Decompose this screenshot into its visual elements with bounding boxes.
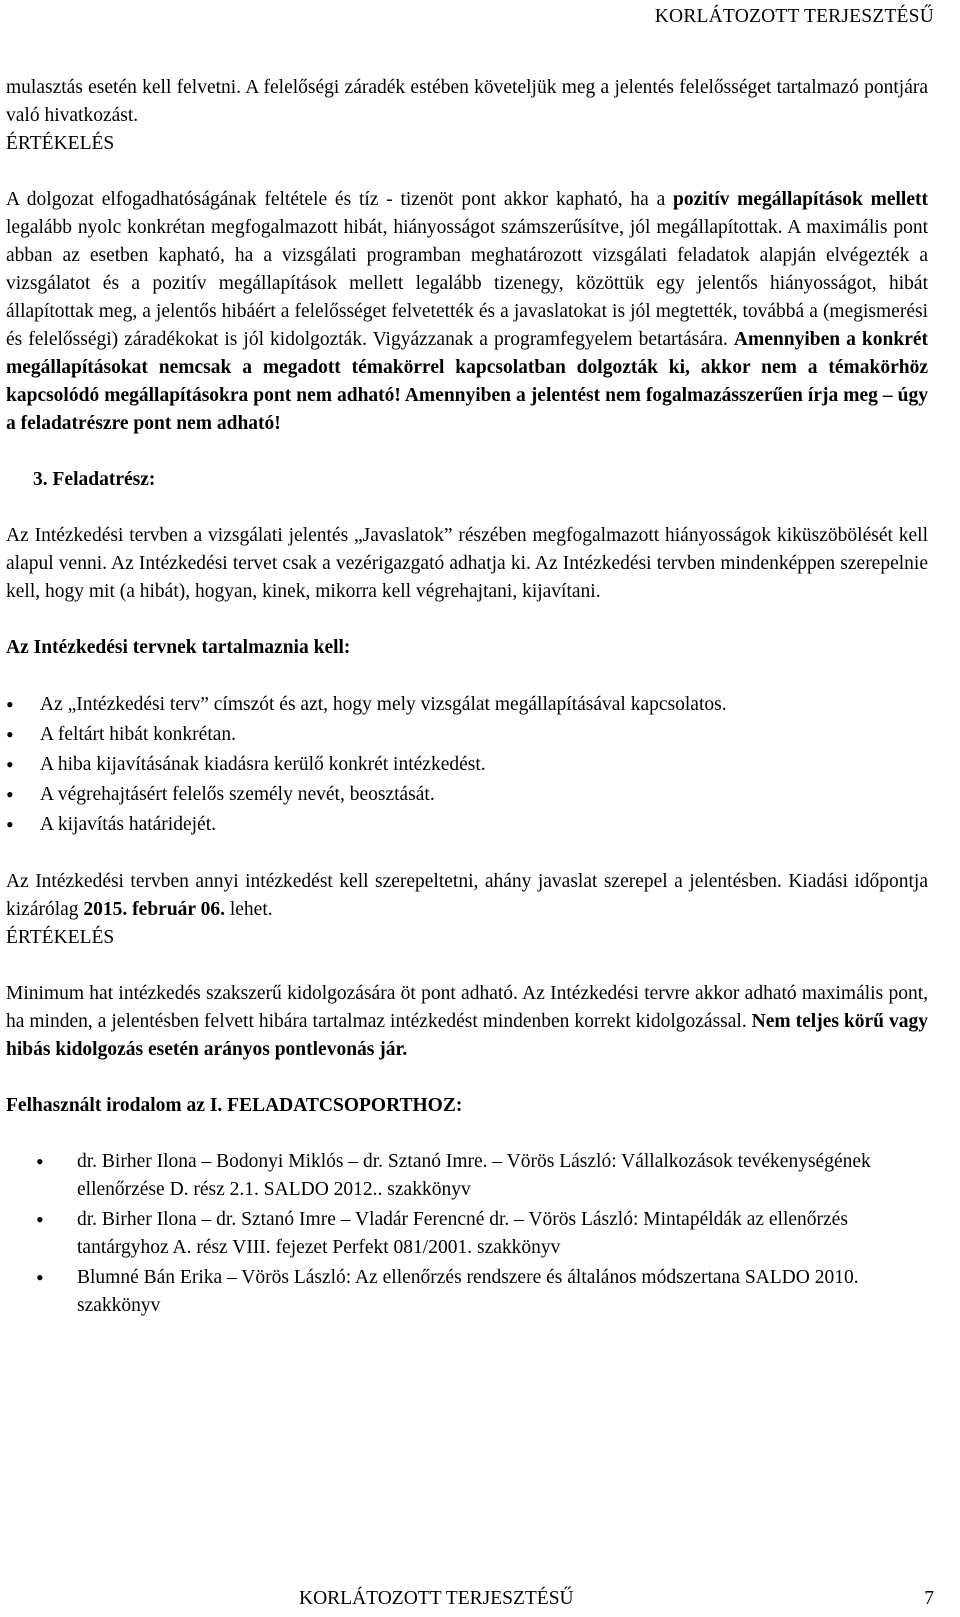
- bold-run: Amennyiben a konkrét megállapításokat nemcsak a megadott témakörrel kapcsolatban dolgozták ki, akkor nem a témakörhöz kapcsolódó megállapításokra pont nem adható! Amennyiben a jelentést nem fogalmazásszerűen írja meg – úgy a feladatrészre pont nem adható!: [6, 329, 928, 434]
- section-number: 3.: [33, 469, 48, 490]
- deadline-date: 2015. február 06.: [83, 899, 225, 920]
- paragraph-action-plan: Az Intézkedési tervben a vizsgálati jelentés „Javaslatok” részében megfogalmazott hiányosságok kiküszöbölését kell alapul venni. Az Intézkedési tervet csak a vezérigazgató adhatja ki. Az Intézkedési tervben mindenképpen szerepelnie kell, hogy mit (a hibát), hogyan, kinek, mikorra kell végrehajtani, kijavítani.: [6, 525, 928, 602]
- bold-run: Nem teljes körű vagy hibás kidolgozás esetén arányos pontlevonás jár.: [6, 1011, 928, 1060]
- text-run: A dolgozat elfogadhatóságának feltétele és tíz - tizenöt pont akkor kapható, ha a: [6, 189, 674, 210]
- requirements-list: [6, 690, 928, 840]
- paragraph-evaluation-criteria: [6, 186, 928, 438]
- list-item: • dr. Birher Ilona – Bodonyi Miklós – dr. Sztanó Imre. – Vörös László: Vállalkozások tevékenységének ellenőrzése D. rész 2.1. SALDO 2012.. szakkönyv: [6, 1148, 928, 1204]
- paragraph-evaluation-points: [6, 980, 928, 1064]
- text-run: Az Intézkedési tervben annyi intézkedést kell szerepeltetni, ahány javaslat szerepel a jelentésben. Kiadási időpontja kizárólag: [6, 871, 928, 920]
- list-item: • dr. Birher Ilona – dr. Sztanó Imre – Vladár Ferencné dr. – Vörös László: Mintapéldák az ellenőrzés tantárgyhoz A. rész VIII. fejezet Perfekt 081/2001. szakkönyv: [6, 1206, 928, 1262]
- paragraph-deadline: [6, 868, 928, 924]
- heading-literature: Felhasznált irodalom az I. FELADATCSOPORTHOZ:: [6, 1095, 463, 1116]
- section-3-heading: [6, 466, 928, 494]
- heading-evaluation-2: ÉRTÉKELÉS: [6, 927, 115, 948]
- list-item: • A feltárt hibát konkrétan.: [6, 720, 928, 750]
- paragraph-liability-clause: mulasztás esetén kell felvetni. A felelőségi záradék estében követeljük meg a jelentés felelősséget tartalmazó pontjára való hivatkozást.: [6, 77, 928, 126]
- list-item: • A kijavítás határidejét.: [6, 810, 928, 840]
- list-item: • Blumné Bán Erika – Vörös László: Az ellenőrzés rendszere és általános módszertana SALDO 2010. szakkönyv: [6, 1264, 928, 1320]
- section-title: Feladatrész:: [52, 469, 156, 490]
- text-run: lehet.: [224, 899, 273, 920]
- text-run: legalább nyolc konkrétan megfogalmazott hibát, hiányosságot számszerűsítve, jól megállapítottak. A maximális pont abban az esetben kapható, ha a vizsgálati programban meghatározott vizsgálati feladatok alapján elvégezték a vizsgálatot és a pozitív megállapítások mellett legalább tizenegy, közöttük egy jelentős hiányosságot, hibát állapítottak meg, a jelentős hibáért a felelősséget felvetették és a javaslatokat is jól megtették, továbbá a (megismerési és felelősségi) záradékokat is jól kidolgozták. Vigyázzanak a programfegyelem betartására.: [6, 217, 928, 350]
- page-content: [6, 74, 928, 1322]
- bold-run: pozitív megállapítások mellett: [673, 189, 928, 210]
- page-header: KORLÁTOZOTT TERJESZTÉSŰ: [654, 6, 934, 27]
- text-run: Minimum hat intézkedés szakszerű kidolgozására öt pont adható. Az Intézkedési tervre akkor adható maximális pont, ha minden, a jelentésben felvett hibára tartalmaz intézkedést mindenben korrekt kidolgozással.: [6, 983, 928, 1032]
- list-item: • A végrehajtásért felelős személy nevét, beosztását.: [6, 780, 928, 810]
- page-number: 7: [924, 1588, 934, 1609]
- literature-list: [6, 1148, 928, 1320]
- heading-action-plan-contents: Az Intézkedési tervnek tartalmaznia kell:: [6, 637, 351, 658]
- list-item: • Az „Intézkedési terv” címszót és azt, hogy mely vizsgálat megállapításával kapcsolatos.: [6, 690, 928, 720]
- footer-text: KORLÁTOZOTT TERJESZTÉSŰ: [299, 1588, 574, 1609]
- list-item: • A hiba kijavításának kiadásra kerülő konkrét intézkedést.: [6, 750, 928, 780]
- heading-evaluation-1: ÉRTÉKELÉS: [6, 133, 115, 154]
